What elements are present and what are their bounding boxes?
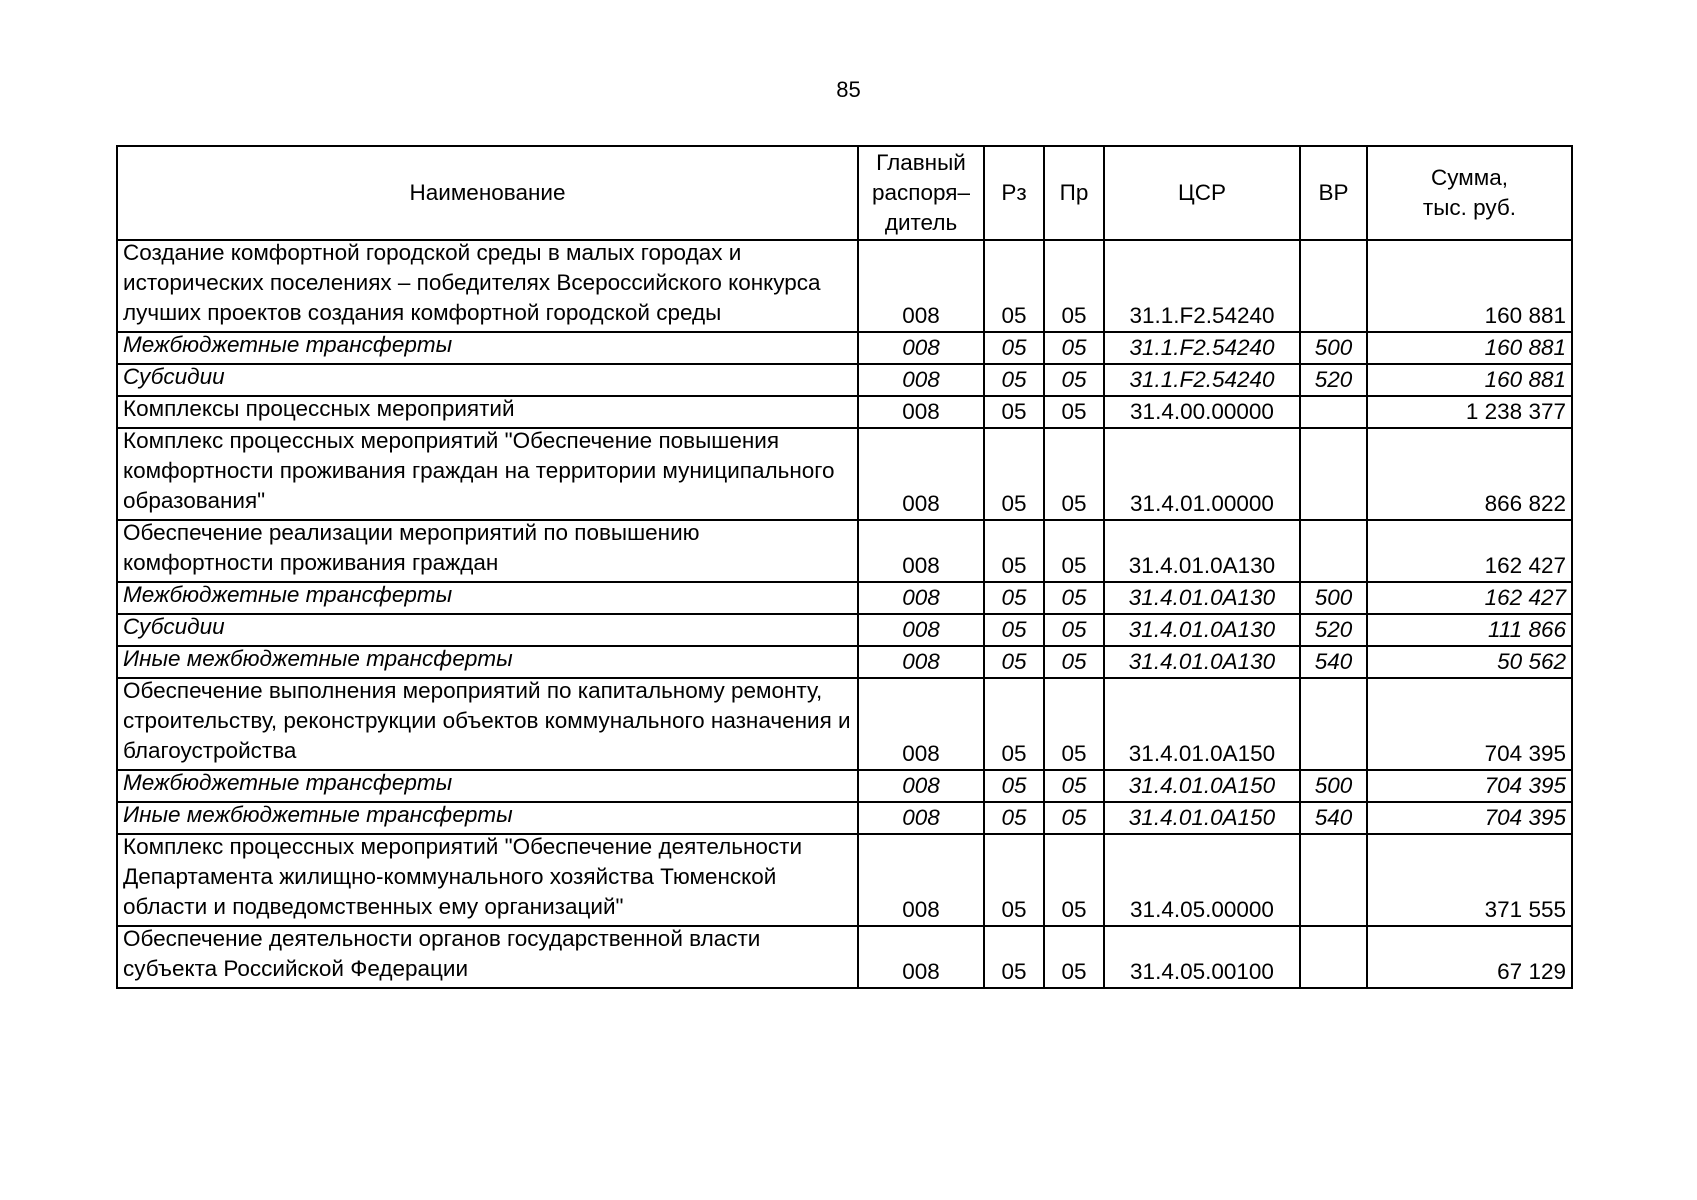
- cell-section: 05: [984, 834, 1044, 926]
- cell-main-manager: 008: [858, 240, 984, 332]
- cell-main-manager: 008: [858, 520, 984, 582]
- cell-main-manager: 008: [858, 834, 984, 926]
- cell-name-text: Субсидии: [123, 614, 225, 639]
- cell-main-manager: 008: [858, 678, 984, 770]
- cell-subsection: 05: [1044, 520, 1104, 582]
- cell-subsection: 05: [1044, 396, 1104, 428]
- cell-target-article: 31.4.01.0А130: [1104, 582, 1300, 614]
- header-subsection: Пр: [1044, 146, 1104, 240]
- header-row: [117, 146, 1572, 240]
- cell-name: [117, 646, 858, 678]
- cell-sum: 162 427: [1367, 582, 1572, 614]
- cell-name-text: Комплекс процессных мероприятий "Обеспечение деятельности Департамента жилищно-коммунального хозяйства Тюменской области и подведомственных ему организаций": [123, 834, 803, 919]
- cell-sum: 1 238 377: [1367, 396, 1572, 428]
- cell-sum: 704 395: [1367, 770, 1572, 802]
- cell-target-article: 31.4.05.00100: [1104, 926, 1300, 988]
- cell-subsection: 05: [1044, 614, 1104, 646]
- header-main-manager-line2: распоря–: [872, 180, 970, 205]
- cell-subsection: 05: [1044, 770, 1104, 802]
- cell-target-article: 31.4.05.00000: [1104, 834, 1300, 926]
- header-expense-type: ВР: [1300, 146, 1367, 240]
- cell-sum: 50 562: [1367, 646, 1572, 678]
- cell-expense-type: 520: [1300, 364, 1367, 396]
- table-row: [117, 926, 1572, 988]
- cell-subsection: 05: [1044, 926, 1104, 988]
- cell-target-article: 31.4.01.0А150: [1104, 802, 1300, 834]
- cell-name-text: Комплексы процессных мероприятий: [123, 396, 515, 421]
- cell-expense-type: [1300, 520, 1367, 582]
- header-section: Рз: [984, 146, 1044, 240]
- cell-name: [117, 802, 858, 834]
- cell-expense-type: [1300, 834, 1367, 926]
- cell-subsection: 05: [1044, 678, 1104, 770]
- cell-name: [117, 396, 858, 428]
- cell-name: [117, 428, 858, 520]
- cell-sum: 67 129: [1367, 926, 1572, 988]
- table-row: [117, 396, 1572, 428]
- cell-subsection: 05: [1044, 582, 1104, 614]
- cell-sum: 371 555: [1367, 834, 1572, 926]
- table-row: [117, 240, 1572, 332]
- cell-name-text: Межбюджетные трансферты: [123, 332, 453, 357]
- table-row: [117, 834, 1572, 926]
- cell-name: [117, 678, 858, 770]
- cell-name-text: Субсидии: [123, 364, 225, 389]
- cell-target-article: 31.4.01.0А150: [1104, 678, 1300, 770]
- cell-expense-type: 500: [1300, 770, 1367, 802]
- cell-target-article: 31.4.01.0А130: [1104, 646, 1300, 678]
- cell-main-manager: 008: [858, 364, 984, 396]
- cell-name-text: Обеспечение деятельности органов государственной власти субъекта Российской Федерации: [123, 926, 761, 981]
- cell-expense-type: 500: [1300, 582, 1367, 614]
- cell-subsection: 05: [1044, 332, 1104, 364]
- cell-target-article: 31.4.01.0А130: [1104, 614, 1300, 646]
- header-main-manager: [858, 146, 984, 240]
- cell-target-article: 31.1.F2.54240: [1104, 332, 1300, 364]
- cell-section: 05: [984, 332, 1044, 364]
- cell-name: [117, 770, 858, 802]
- cell-expense-type: [1300, 678, 1367, 770]
- cell-expense-type: 540: [1300, 646, 1367, 678]
- cell-name-text: Межбюджетные трансферты: [123, 582, 453, 607]
- budget-table: [116, 145, 1573, 989]
- cell-section: 05: [984, 428, 1044, 520]
- cell-section: 05: [984, 520, 1044, 582]
- header-main-manager-line3: дитель: [884, 210, 958, 235]
- cell-sum: 704 395: [1367, 802, 1572, 834]
- cell-name: [117, 364, 858, 396]
- table-row: [117, 614, 1572, 646]
- cell-subsection: 05: [1044, 834, 1104, 926]
- cell-main-manager: 008: [858, 614, 984, 646]
- cell-expense-type: [1300, 428, 1367, 520]
- cell-main-manager: 008: [858, 582, 984, 614]
- cell-sum: 160 881: [1367, 332, 1572, 364]
- header-sum-line1: Сумма,: [1431, 165, 1508, 190]
- cell-section: 05: [984, 770, 1044, 802]
- cell-section: 05: [984, 802, 1044, 834]
- cell-section: 05: [984, 678, 1044, 770]
- table-row: [117, 428, 1572, 520]
- cell-name-text: Комплекс процессных мероприятий "Обеспечение повышения комфортности проживания граждан на территории муниципального образования": [123, 428, 835, 513]
- cell-name: [117, 834, 858, 926]
- table-row: [117, 332, 1572, 364]
- cell-sum: 160 881: [1367, 240, 1572, 332]
- cell-target-article: 31.4.01.0А130: [1104, 520, 1300, 582]
- cell-main-manager: 008: [858, 428, 984, 520]
- cell-name-text: Межбюджетные трансферты: [123, 770, 453, 795]
- cell-expense-type: [1300, 240, 1367, 332]
- cell-sum: 111 866: [1367, 614, 1572, 646]
- cell-name-text: Обеспечение выполнения мероприятий по капитальному ремонту, строительству, реконструкции объектов коммунального назначения и благоустройства: [123, 678, 851, 763]
- cell-name-text: Иные межбюджетные трансферты: [123, 802, 513, 827]
- cell-expense-type: [1300, 396, 1367, 428]
- cell-subsection: 05: [1044, 240, 1104, 332]
- cell-main-manager: 008: [858, 396, 984, 428]
- cell-section: 05: [984, 614, 1044, 646]
- cell-section: 05: [984, 240, 1044, 332]
- cell-subsection: 05: [1044, 364, 1104, 396]
- header-sum-line2: тыс. руб.: [1422, 195, 1517, 220]
- cell-expense-type: [1300, 926, 1367, 988]
- cell-sum: 162 427: [1367, 520, 1572, 582]
- cell-sum: 866 822: [1367, 428, 1572, 520]
- cell-main-manager: 008: [858, 646, 984, 678]
- cell-main-manager: 008: [858, 332, 984, 364]
- cell-section: 05: [984, 396, 1044, 428]
- table-row: [117, 582, 1572, 614]
- cell-target-article: 31.4.00.00000: [1104, 396, 1300, 428]
- table-row: [117, 520, 1572, 582]
- cell-target-article: 31.1.F2.54240: [1104, 240, 1300, 332]
- header-target-article: ЦСР: [1104, 146, 1300, 240]
- header-name: Наименование: [117, 146, 858, 240]
- cell-name-text: Обеспечение реализации мероприятий по повышению комфортности проживания граждан: [123, 520, 700, 575]
- cell-section: 05: [984, 926, 1044, 988]
- table-body: [117, 240, 1572, 988]
- table-row: [117, 770, 1572, 802]
- cell-subsection: 05: [1044, 646, 1104, 678]
- table-row: [117, 678, 1572, 770]
- cell-sum: 704 395: [1367, 678, 1572, 770]
- table-row: [117, 364, 1572, 396]
- cell-name: [117, 926, 858, 988]
- page-number: 85: [836, 77, 861, 102]
- cell-subsection: 05: [1044, 428, 1104, 520]
- cell-target-article: 31.4.01.0А150: [1104, 770, 1300, 802]
- cell-subsection: 05: [1044, 802, 1104, 834]
- table-header: [117, 146, 1572, 240]
- table-row: [117, 802, 1572, 834]
- cell-main-manager: 008: [858, 770, 984, 802]
- cell-section: 05: [984, 364, 1044, 396]
- cell-name: [117, 614, 858, 646]
- cell-name: [117, 332, 858, 364]
- cell-name: [117, 240, 858, 332]
- cell-name-text: Иные межбюджетные трансферты: [123, 646, 513, 671]
- cell-section: 05: [984, 646, 1044, 678]
- cell-target-article: 31.1.F2.54240: [1104, 364, 1300, 396]
- cell-expense-type: 540: [1300, 802, 1367, 834]
- cell-expense-type: 520: [1300, 614, 1367, 646]
- cell-section: 05: [984, 582, 1044, 614]
- cell-sum: 160 881: [1367, 364, 1572, 396]
- cell-name: [117, 582, 858, 614]
- cell-main-manager: 008: [858, 926, 984, 988]
- cell-target-article: 31.4.01.00000: [1104, 428, 1300, 520]
- cell-main-manager: 008: [858, 802, 984, 834]
- cell-expense-type: 500: [1300, 332, 1367, 364]
- cell-name: [117, 520, 858, 582]
- header-sum: [1367, 146, 1572, 240]
- header-main-manager-line1: Главный: [876, 150, 966, 175]
- table-row: [117, 646, 1572, 678]
- cell-name-text: Создание комфортной городской среды в малых городах и исторических поселениях – победителях Всероссийского конкурса лучших проектов создания комфортной городской среды: [123, 240, 821, 325]
